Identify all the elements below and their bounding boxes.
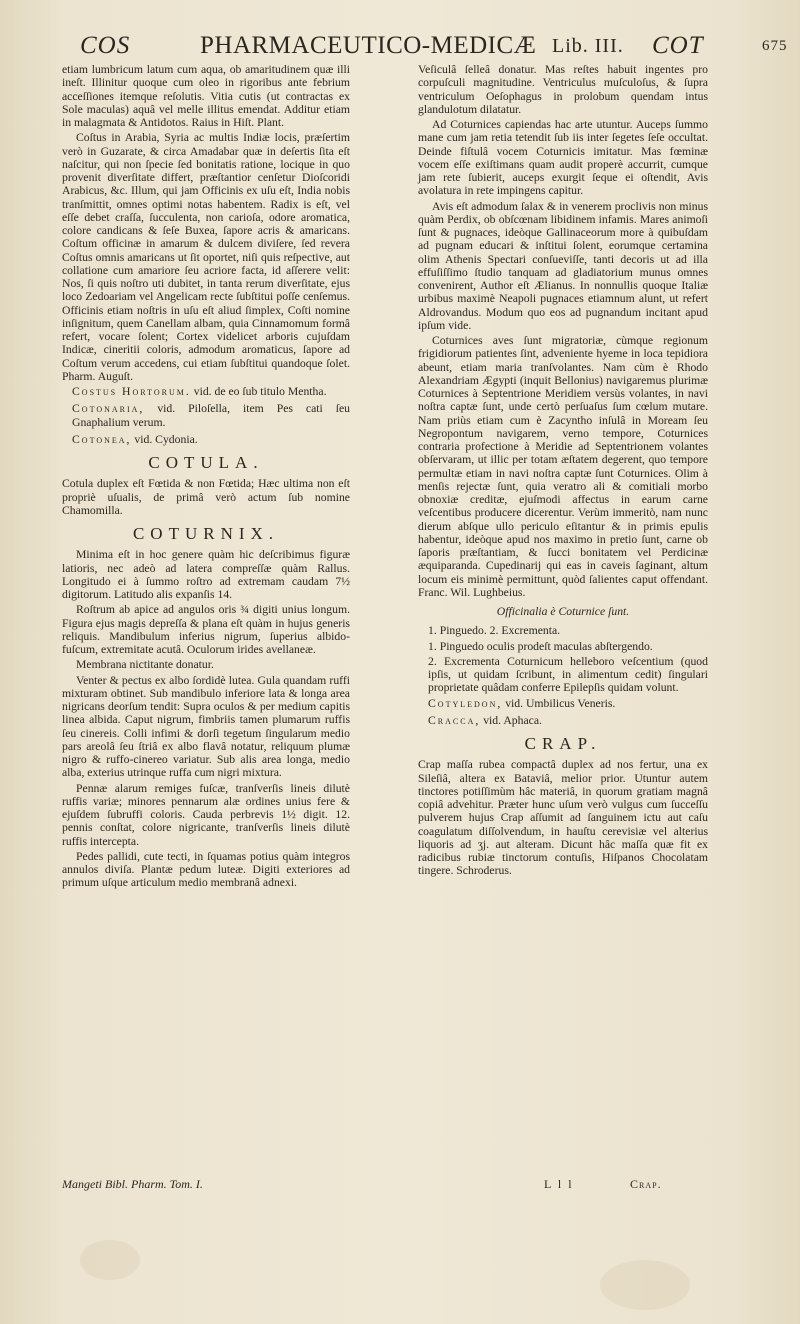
paragraph: Veſiculâ ſelleâ donatur. Mas reſtes habuit ingentes pro corpuſculi magnitudine. Ventriculus muſculoſus, & ſupra ventriculum Oeſophagus in prolobum quendam intus glandulotum dilatatur. [418,63,708,116]
cross-reference [62,402,350,429]
xref-head: Cotonaria, [72,402,145,416]
header-right-word: COT [652,32,704,59]
paragraph: Venter & pectus ex albo ſordidè lutea. Gula quandam ruffi mixturam obtinet. Sub mandibulo inferiore lata & longa area nigricans deorſum tendit: Supra oculos & per medium capitis linea albida. Caput nigrum, fimbriis tamen plumarum ruffis ſeu cinereis. Colli infimi & dorſi tegetum ſingularum medio pars areolâ ſeu ſtriâ ex albo flavâ notatur, reliquum plumæ nigro & ruffo-cinereo variatur. Sub alis area longa, medio alba, exterius utrinque ruffa cum nigri mixtura. [62,673,350,780]
paragraph: Minima eſt in hoc genere quàm hic deſcribimus figuræ latioris, nec adeò ad latera compreſſæ quàm Rallus. Longitudo ei à ſummo roſtro ad extremam caudam 7½ digitorum. Latitudo alis expanſis 14. [62,548,350,601]
officinalia-list [418,624,708,694]
section-heading: COTURNIX. [132,524,280,543]
left-column [62,63,350,892]
paragraph: etiam lumbricum latum cum aqua, ob amaritudinem quæ illi ineſt. Illinitur quoque cum oleo in rigoribus ante febrium acceſſiones itemque reſolutis. Vitia cutis (ut contractas ex Sole maculas) aquâ vel melle illitus emendat. Additur etiam in malagmata & Antidotos. Raius in Hiſt. Plant. [62,63,350,129]
xref-body: vid. Piloſella, item Pes cati ſeu Gnaphalium verum. [72,402,351,429]
xref-head: Costus Hortorum. [72,385,191,398]
paragraph: Pennæ alarum remiges fuſcæ, tranſverſis lineis dilutè ruffis variæ; minores pennarum alæ ordines unius fere & ejuſdem ſubruffi coloris. Cauda perbrevis 1½ digit. 12. pennis conſtat, colore nigricante, tranſverſis lineis dilutè ruffis intercepta. [62,781,350,848]
subsection-heading: Officinalia è Coturnice ſunt. [496,605,630,618]
xref-head: Cotonea, [72,432,132,446]
cross-reference [418,697,708,710]
list-item: 1. Pinguedo. 2. Excrementa. [428,624,561,638]
paragraph: Coſtus in Arabia, Syria ac multis Indiæ locis, præſertim verò in Guzarate, & circa Amadabar quæ in deſertis ſita eſt naſcitur, qui non ſpecie ſed bonitatis ratione, locique in quo provenit diverſitate differt, præſtantior cenſetur Dioſcoridi Arabicus, &c. Illum, qui jam Officinis ex uſu eſt, India nobis tranſmittit, omnes optimi notas habentem. Radix is eſt, vel eſſe debet craſſa, ſucculenta, non carioſa, odore aromatica, colore candicans & ſeſe Buxea, ſapore acris & amaricans. Coſtum officinæ in amarum & dulcem diviſere, ſed revera Coſtus omnis amaricans ut ſit oportet, niſi quis reſpective, aut collatione cum amariore ſeu acriore facta, id aſſerere velit: Nos, ſi quis noſtro uti dubitet, in tanta rerum diverſitate, ejus loco Zedoariam vel Angelicam recte ſubſtitui poſſe cenſemus. Officinis etiam noſtris in uſu eſt aliud ſimplex, Coſti nomine inſignitum, quem Canellam albam, quia Cinnamomum formâ refert, vocare ſolent; Cortex videlicet arboris cujuſdam Indicæ, cineritii coloris, admodum aromaticus, ſapore ad Coſtum verum accedens, cui etiam ſubſtitui quandoque ſolet. Pharm. Auguſt. [62,131,350,383]
paragraph: Coturnices aves ſunt migratoriæ, cùmque regionum frigidiorum patientes ſint, adveniente hyeme in loca tepidiora abeunt, etiam maria tranſvolantes. Nam cùm è Rhodo Alexandriam Ægypti (inquit Bellonius) navigaremus plurimæ Coturnices à Septentrione Meridiem versùs volantes, in navi noſtra captæ ſunt, unde certò perſuaſus ſum cœlum mutare. Nam priùs etiam cum è Zacyntho inſulâ in Moream ſeu Negropontum navigarem, verno tempore, Coturnices contraria profectione à Meridie ad Septentrionem volantes obſervaram, ut illic per totam æſtatem degerent, quo tempore permultæ etiam in navi noſtra captæ ſunt Coturnices. Olim à menſis rejectæ ſunt, quia veratro ali & comitiali morbo obnoxiæ creditæ, ejuſmodi affectus in earum carne veſcentibus producere dicerentur. Verùm immeritò, nam nunc dierum abſque ullo periculo eſitantur & in primis epulis habentur, ideòque apud nos maximo in pretio ſunt, carne ob ſaporis præſtantiam, & ſucci bonitatem vel Perdicinæ æquiparanda. Cupedinarij qui eas in caveis ſaginant, altum locum eis minimè permittunt, quòd ſalientes caput offendant. Franc. Wil. Lughbeius. [418,334,708,599]
paper-stain [80,1240,140,1280]
list-item: 1. Pinguedo oculis prodeſt maculas abſtergendo. [428,639,653,653]
paragraph: Pedes pallidi, cute tecti, in ſquamas potius quàm integros annulos diviſa. Plantæ pedum luteæ. Digiti exteriores ad primum uſque articulum medio membranâ adnexi. [62,849,350,890]
running-header [62,30,788,60]
section-heading: COTULA. [148,453,264,472]
section-heading: CRAP. [524,734,602,753]
cross-reference [62,385,350,398]
xref-body: vid. Umbilicus Veneris. [505,696,616,710]
paragraph: Avis eſt admodum ſalax & in venerem proclivis non minus quàm Perdix, ob obſcœnam libidinem infamis. Mares animoſi ſunt & pugnaces, ideòque Gallinaceorum more à quibuſdam ad pugnam educari & inſtitui ſolent, eorumque certamina olim Athenis Spectari conſueviſſe, tanti decoris ut ad illa effuſiſſimo ſtudio tanquam ad gladiatorium munus omnes convenirent, Author eſt Ælianus. In nonnullis quoque Italiæ urbibus maximè Neapoli pugnaces etiamnum alunt, ut refert Aldrovandus. Modum quo eos ad pugnandum incitant apud ipſum vide. [418,199,708,332]
xref-body: vid. Cydonia. [134,432,198,446]
xref-head: Cotyledon, [428,696,503,710]
paragraph: Ad Coturnices capiendas hac arte utuntur. Auceps ſummo mane cum jam retia tetendit ſub iis inter ſegetes ſeſe occultat. Deinde fiſtulâ vocem Coturnicis imitatur. Mas fœminæ vocem eſſe exiſtimans quam audit properè accurrit, cumque jam rete ſubierit, auceps exurgit ſeque ei oſtendit, Avis avolatura in rete impingens capitur. [418,118,708,198]
footer-source: Mangeti Bibl. Pharm. Tom. I. [62,1177,203,1191]
paragraph: Cotula duplex eſt Fœtida & non Fœtida; Hæc ultima non eſt propriè uſualis, de primâ verò actum ſub nomine Chamomilla. [62,477,350,517]
header-book: Lib. III. [552,35,624,57]
xref-head: Cracca, [428,713,481,727]
right-column [418,63,708,880]
cross-reference [62,433,350,446]
page-footer [62,1177,762,1197]
paragraph: Crap maſſa rubea compactâ duplex ad nos fertur, una ex Sileſiâ, altera ex Bataviâ, melior prior. Utuntur autem tinctores potiſſimùm hâc materiâ, in quorum gratiam magnâ copiâ advehitur. Præter hunc uſum verò vulgus cum ſucceſſu pulverem hujus Crap aſſumit ad ſanguinem ictu aut caſu coagulatum diſſolvendum, in hauſtu cerevisiæ vel alterius liquoris ad ʒj. aut alteram. Dicunt hâc maſſa quæ fit ex radicibus rubiæ tinctorum contuſis, Hiſpanos Chocolatam tingere. Schroderus. [418,758,708,878]
header-title: PHARMACEUTICO-MEDICÆ [200,32,537,59]
xref-body: vid. de eo ſub titulo Mentha. [193,385,327,398]
page-number: 675 [762,38,788,54]
header-left-word: COS [80,32,131,59]
xref-body: vid. Aphaca. [483,713,542,727]
paragraph: Roſtrum ab apice ad angulos oris ¾ digiti unius longum. Figura ejus magis depreſſa & plana eſt quàm in hujus generis reliquis. Mandibulum inferius nigrum, ſuperius albido-fuſcum, extremitate acutâ. Oculorum irides avellaneæ. [62,603,350,656]
list-item: 2. Excrementa Coturnicum helleboro veſcentium (quod ipſis, ut quidam ſcribunt, in alimentum cedit) ſingulari proprietate quâdam conferre Epilepſis quidam volunt. [428,654,708,695]
catchword: Crap. [630,1177,662,1191]
cross-reference [418,714,708,727]
paper-stain [600,1260,690,1310]
paragraph: Membrana nictitante donatur. [76,658,214,672]
signature-mark: L l l [544,1177,574,1191]
